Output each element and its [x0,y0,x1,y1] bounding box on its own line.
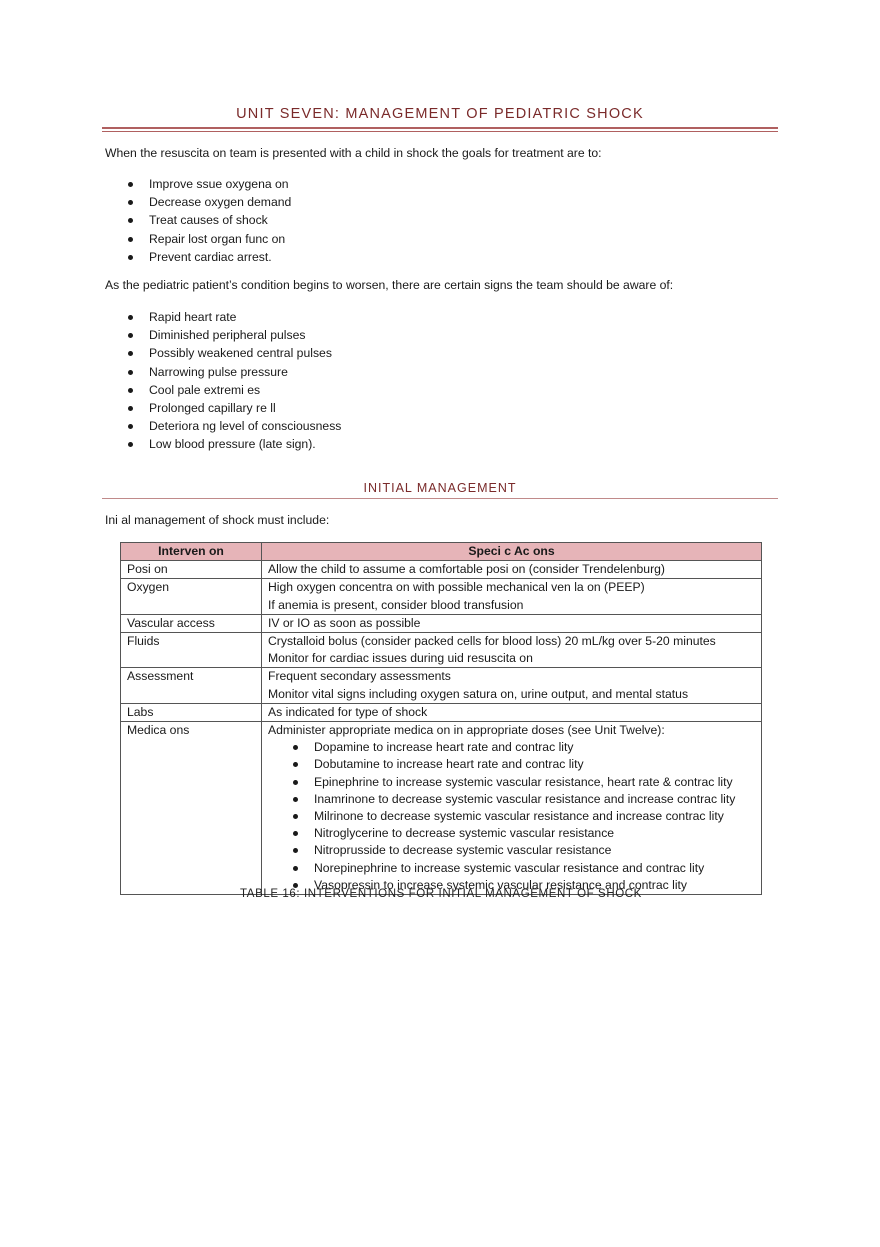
medication-item-text: Norepinephrine to increase systemic vascular resistance and contrac lity [314,860,705,875]
sign-item [125,399,341,417]
actions-cell [262,703,762,721]
section-heading: INITIAL MANAGEMENT [363,481,517,495]
medication-item [268,860,755,877]
goal-item-text: Prevent cardiac arrest. [149,249,272,264]
action-line: If anemia is present, consider blood transfusion [268,597,524,612]
interventions-table [120,542,762,895]
action-line: Crystalloid bolus (consider packed cells for blood loss) 20 mL/kg over 5-20 minutes [268,634,716,649]
intervention-cell: Oxygen [121,579,262,614]
sign-item-text: Prolonged capillary re ll [149,400,276,415]
header-specific-actions: Speci c Ac ons [262,543,762,561]
medication-item [268,774,755,791]
section-intro-paragraph: Ini al management of shock must include: [105,513,330,527]
bullet-icon [128,333,133,338]
actions-cell [262,561,762,579]
title-rule-top [102,127,778,129]
medication-item-text: Dobutamine to increase heart rate and contrac lity [314,757,584,772]
action-line: Administer appropriate medica on in appropriate doses (see Unit Twelve): [268,723,665,738]
page-title: UNIT SEVEN: MANAGEMENT OF PEDIATRIC SHOCK [236,106,644,122]
intervention-cell: Labs [121,703,262,721]
bullet-icon [128,388,133,393]
medication-item [268,842,755,859]
table-row [121,668,762,703]
goal-item [125,211,291,229]
intro-paragraph: When the resuscita on team is presented with a child in shock the goals for treatment are to: [105,146,602,160]
medication-item-text: Dopamine to increase heart rate and contrac lity [314,740,574,755]
sign-item-text: Rapid heart rate [149,310,237,324]
sign-item [125,363,341,381]
medication-item-text: Epinephrine to increase systemic vascular resistance, heart rate & contrac lity [314,774,733,789]
bullet-icon [293,866,298,871]
medication-item-text: Nitroglycerine to decrease systemic vascular resistance [314,826,615,841]
medication-item-text: Nitroprusside to decrease systemic vascular resistance [314,843,612,858]
medication-item [268,791,755,808]
sign-item [125,326,341,344]
sign-item [125,381,341,399]
goal-item [125,175,291,193]
action-line: Allow the child to assume a comfortable posi on (consider Trendelenburg) [268,562,665,577]
medication-item [268,739,755,756]
medication-list [268,739,755,894]
table-row [121,633,762,668]
medication-item [268,756,755,773]
action-line: Monitor for cardiac issues during uid resuscita on [268,651,533,666]
intervention-cell: Medica ons [121,722,262,895]
sign-item [125,435,341,453]
table-header-row [121,543,762,561]
goal-item [125,248,291,266]
sign-item [125,308,341,326]
sign-item-text: Low blood pressure (late sign). [149,437,316,452]
table-row [121,561,762,579]
intervention-cell: Vascular access [121,614,262,632]
table-caption: TABLE 16: INTERVENTIONS FOR INITIAL MANAGEMENT OF SHOCK [240,888,642,900]
title-rule [102,127,778,132]
bullet-icon [128,406,133,411]
signs-list [125,308,341,454]
goal-item-text: Treat causes of shock [149,213,268,228]
signs-intro-paragraph: As the pediatric patient’s condition begins to worsen, there are certain signs the team should be aware of: [105,278,674,292]
goal-item [125,193,291,211]
action-line: High oxygen concentra on with possible mechanical ven la on (PEEP) [268,580,645,595]
intervention-cell: Assessment [121,668,262,703]
bullet-icon [128,442,133,447]
medication-item-text: Vasopressin to increase systemic vascular resistance and contrac lity [314,877,688,892]
goal-item-text: Improve ssue oxygena on [149,177,289,191]
action-line: Monitor vital signs including oxygen satura on, urine output, and mental status [268,686,689,701]
goals-list [125,175,291,266]
bullet-icon [293,814,298,819]
sign-item [125,417,341,435]
bullet-icon [128,200,133,205]
bullet-icon [128,182,133,187]
table-row [121,703,762,721]
bullet-icon [293,762,298,767]
intervention-cell: Posi on [121,561,262,579]
bullet-icon [128,237,133,242]
header-intervention: Interven on [121,543,262,561]
bullet-icon [128,315,133,320]
bullet-icon [128,351,133,356]
goal-item [125,230,291,248]
bullet-icon [293,797,298,802]
bullet-icon [293,745,298,750]
title-rule-bottom [102,131,778,132]
table-body [121,561,762,895]
medication-item [268,808,755,825]
table-row [121,722,762,895]
bullet-icon [128,218,133,223]
sign-item [125,344,341,362]
sign-item-text: Narrowing pulse pressure [149,364,288,379]
section-rule [102,498,778,499]
sign-item-text: Cool pale extremi es [149,382,261,397]
sign-item-text: Deteriora ng level of consciousness [149,419,342,434]
sign-item-text: Diminished peripheral pulses [149,328,306,343]
bullet-icon [293,831,298,836]
bullet-icon [128,370,133,375]
actions-cell [262,668,762,703]
goal-item-text: Decrease oxygen demand [149,195,292,210]
bullet-icon [128,424,133,429]
table-row [121,614,762,632]
table-row [121,579,762,614]
bullet-icon [293,780,298,785]
action-line: As indicated for type of shock [268,704,428,719]
actions-cell [262,633,762,668]
goal-item-text: Repair lost organ func on [149,231,286,246]
medication-item-text: Milrinone to decrease systemic vascular resistance and increase contrac lity [314,809,724,824]
intervention-cell: Fluids [121,633,262,668]
action-line: Frequent secondary assessments [268,669,451,684]
actions-cell [262,614,762,632]
bullet-icon [128,255,133,260]
medication-item-text: Inamrinone to decrease systemic vascular resistance and increase contrac lity [314,791,736,806]
actions-cell [262,579,762,614]
sign-item-text: Possibly weakened central pulses [149,346,332,361]
action-line: IV or IO as soon as possible [268,615,421,630]
actions-cell [262,722,762,895]
medication-item [268,825,755,842]
bullet-icon [293,848,298,853]
